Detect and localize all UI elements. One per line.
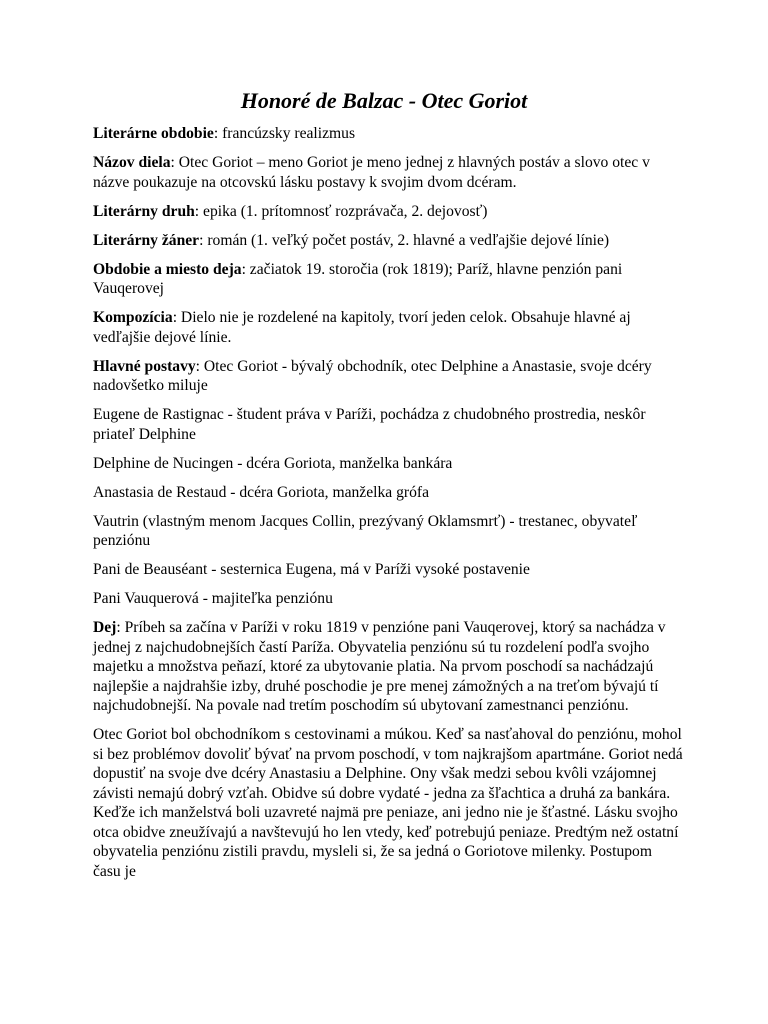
section-text: : francúzsky realizmus xyxy=(213,125,356,142)
section-literary-period xyxy=(93,124,683,144)
section-label: Literárny druh xyxy=(93,202,195,220)
section-label: Dej xyxy=(93,619,117,636)
plot-continuation: Otec Goriot bol obchodníkom s cestovinami a múkou. Keď sa nasťahoval do penziónu, mohol si bez problémov dovoliť bývať na prvom poschodí, v tom najkrajšom apartmáne. Goriot nedá dopustiť na svoje dve dcéry Anastasiu a Delphine. Ony však medzi sebou kvôli vzájomnej závisti nemajú dobrý vzťah. Obidve sú dobre vydaté - jedna za šľachtica a druhá za bankára. Keďže ich manželstvá boli uzavreté najmä pre peniaze, ani jedno nie je šťastné. Lásku svojho otca obidve zneužívajú a navštevujú ho len vtedy, keď potrebujú peniaze. Predtým než ostatní obyvatelia penziónu zistili pravdu, mysleli si, že sa jedná o Goriotove milenky. Postupom času je xyxy=(93,726,683,880)
section-text: : Dielo nie je rozdelené na kapitoly, tvorí jeden celok. Obsahuje hlavné aj vedľajšie dejové línie. xyxy=(93,309,631,346)
section-text: : Otec Goriot – meno Goriot je meno jednej z hlavných postáv a slovo otec v názve poukazuje na otcovskú lásku postavy k svojim dvom dcéram. xyxy=(93,154,650,191)
section-work-title xyxy=(93,153,683,192)
section-label: Názov diela xyxy=(93,154,171,171)
section-composition xyxy=(93,308,683,347)
section-literary-kind xyxy=(93,202,683,222)
section-text: : Príbeh sa začína v Paríži v roku 1819 v penzióne pani Vauqerovej, ktorý sa nachádza v jednej z najchudobnejších častí Paríža. Obyvatelia penziónu sú tu rozdelení podľa svojho majetku a množstva peňazí, ktoré za ubytovanie platia. Na prvom poschodí sa nachádzajú najlepšie a najdrahšie izby, druhé poschodie je pre menej zámožných a na treťom bývajú tí najchudobnejší. Na povale nad tretím poschodím sú ubytovaní zamestnanci penziónu. xyxy=(93,619,666,714)
section-text: : román (1. veľký počet postáv, 2. hlavné a vedľajšie dejové línie) xyxy=(199,231,610,249)
section-label: Obdobie a miesto deja xyxy=(93,260,242,278)
section-literary-genre xyxy=(93,231,683,251)
section-time-and-place xyxy=(93,260,683,299)
section-label: Literárne obdobie xyxy=(93,125,214,142)
character-entry: Vautrin (vlastným menom Jacques Collin, prezývaný Oklamsmrť) - trestanec, obyvateľ penziónu xyxy=(93,512,638,549)
character-entry: Delphine de Nucingen - dcéra Goriota, manželka bankára xyxy=(93,454,453,472)
section-text: : začiatok 19. storočia (rok 1819); Paríž, hlavne penzión pani Vauqerovej xyxy=(93,260,623,297)
document-body xyxy=(93,124,683,891)
section-text: : epika (1. prítomnosť rozprávača, 2. dejovosť) xyxy=(194,202,488,220)
document-title: Honoré de Balzac - Otec Goriot xyxy=(240,88,528,113)
section-label: Literárny žáner xyxy=(93,231,200,249)
character-entry: Pani de Beauséant - sesternica Eugena, má v Paríži vysoké postavenie xyxy=(93,561,530,578)
section-plot xyxy=(93,618,683,716)
section-text: : Otec Goriot - bývalý obchodník, otec Delphine a Anastasie, svoje dcéry nadovšetko miluje xyxy=(93,357,652,394)
section-label: Kompozícia xyxy=(93,309,173,326)
character-entry: Anastasia de Restaud - dcéra Goriota, manželka grófa xyxy=(93,483,429,501)
section-main-characters xyxy=(93,357,683,396)
character-entry: Eugene de Rastignac - študent práva v Paríži, pochádza z chudobného prostredia, neskôr priateľ Delphine xyxy=(93,406,646,443)
character-entry: Pani Vauquerová - majiteľka penziónu xyxy=(93,590,333,607)
section-label: Hlavné postavy xyxy=(93,357,196,375)
